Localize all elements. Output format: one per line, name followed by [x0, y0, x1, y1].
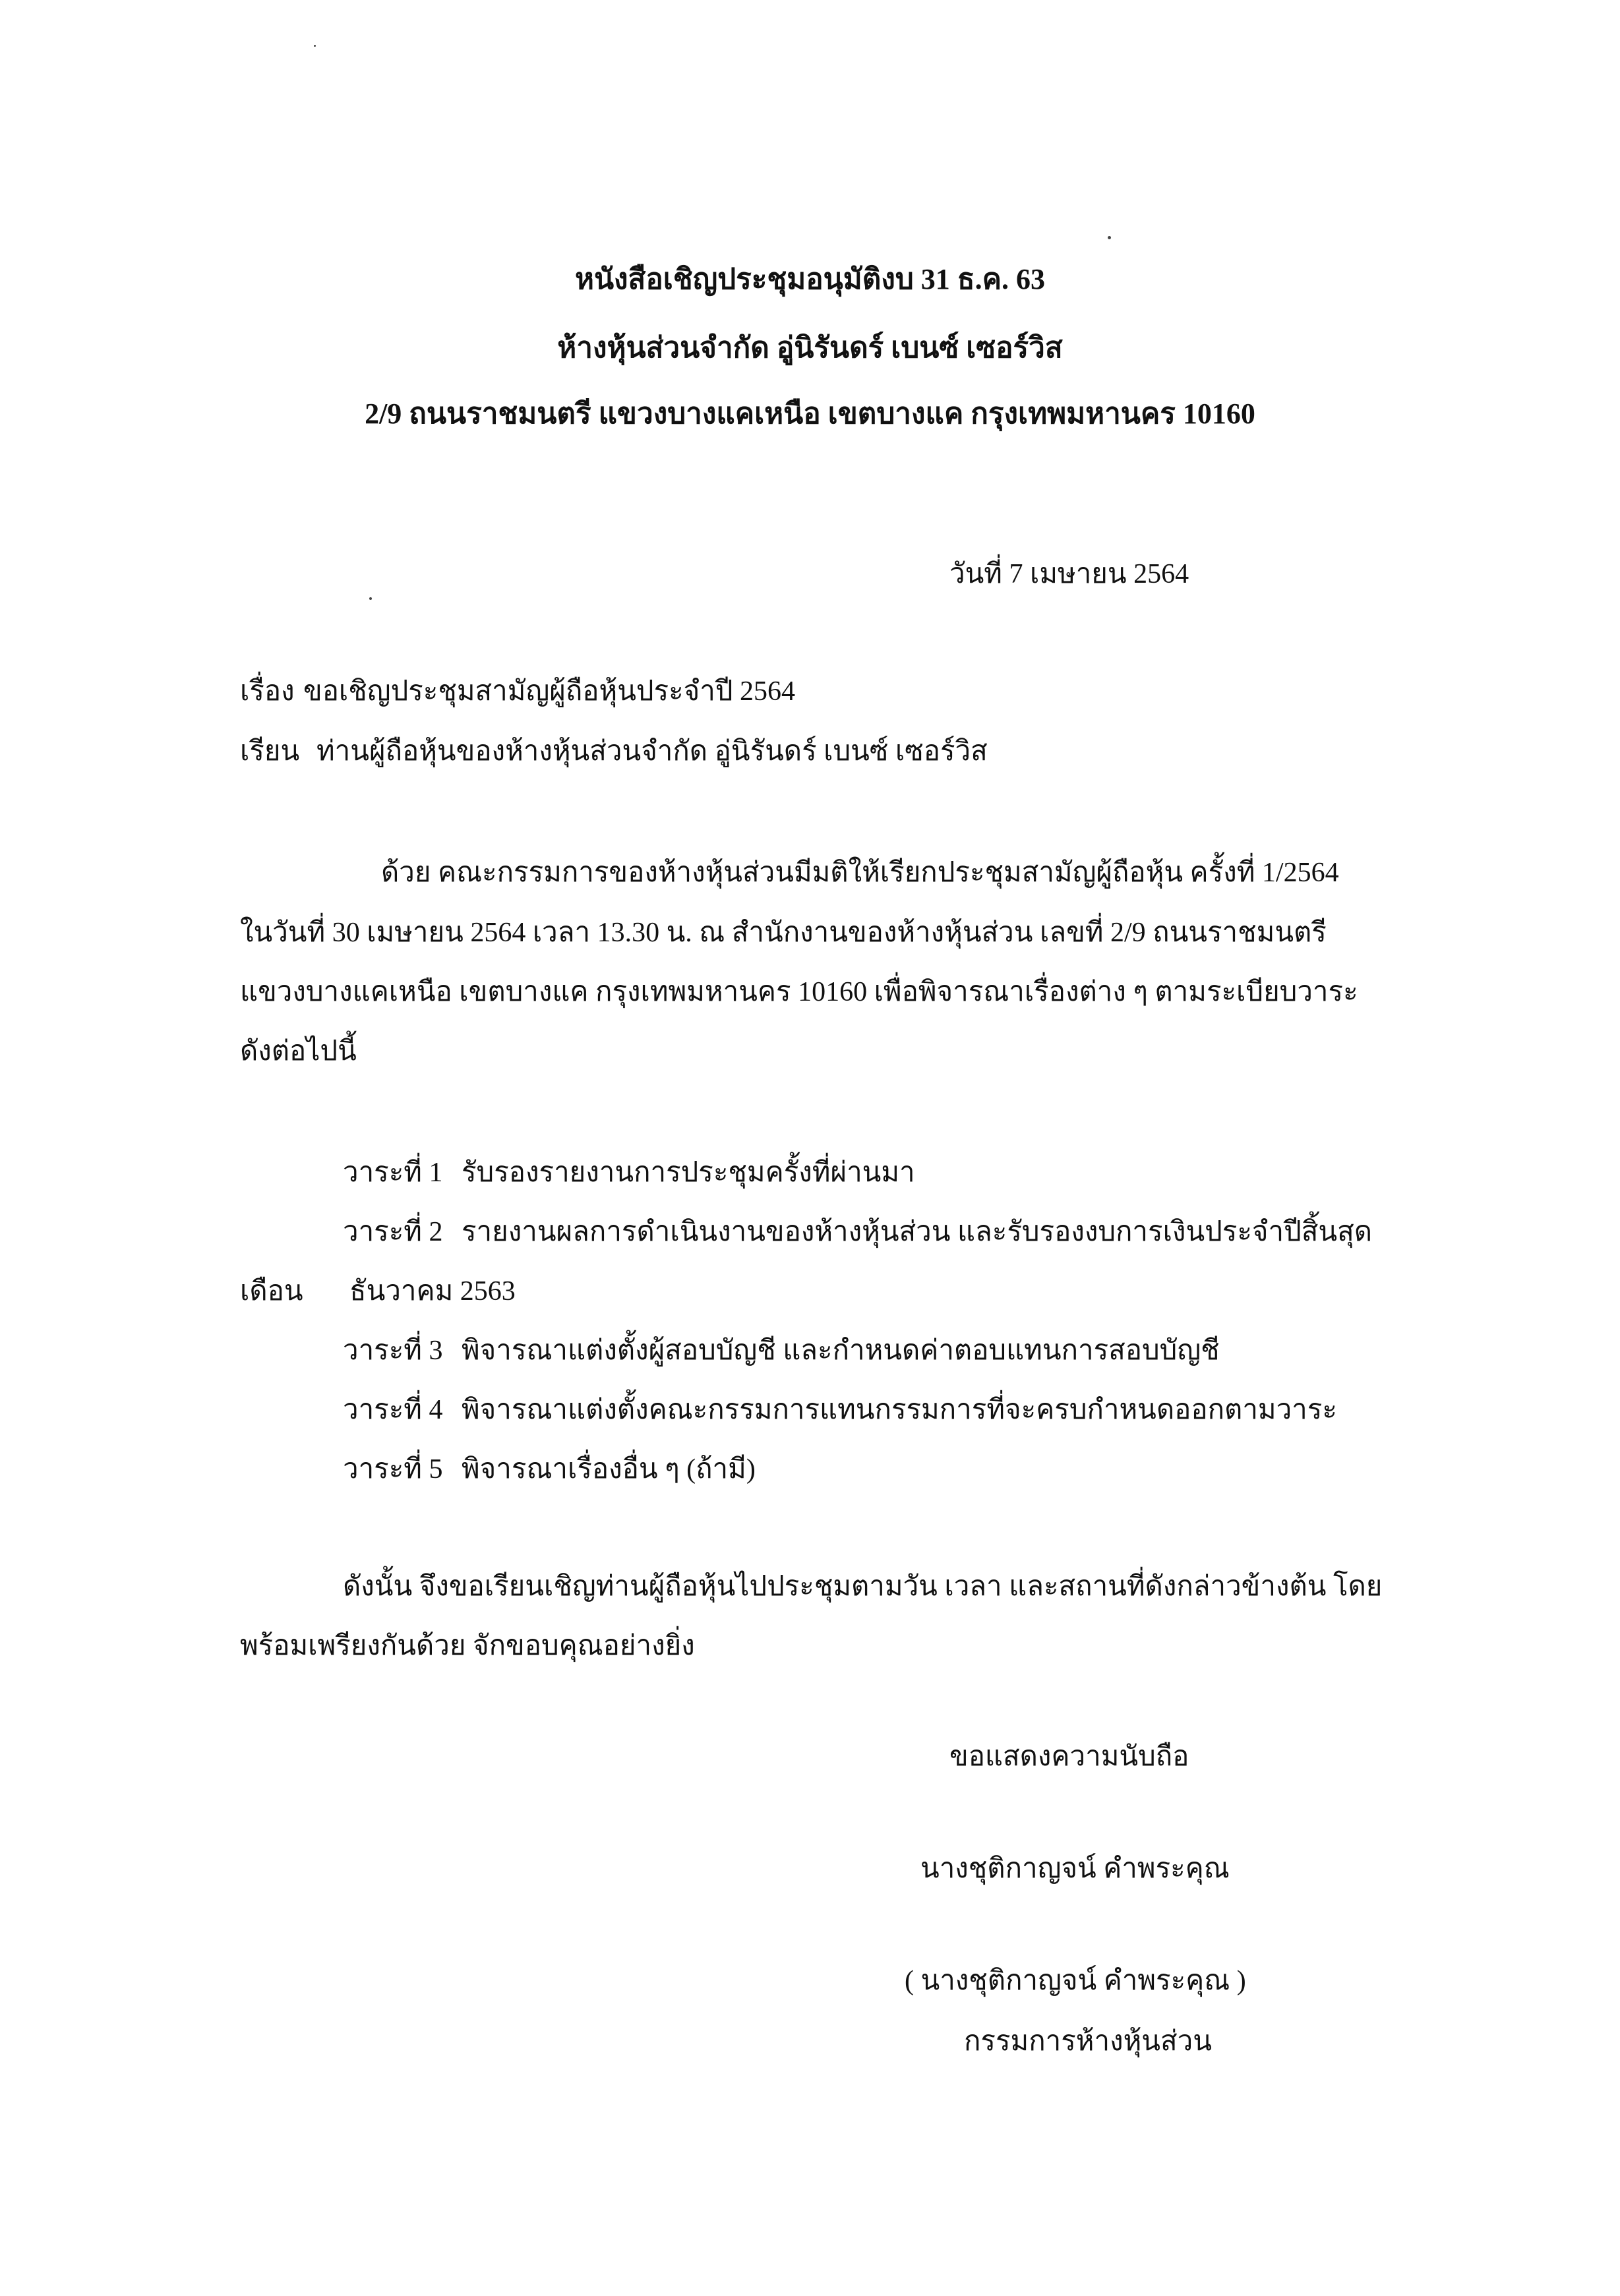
letter-title: หนังสือเชิญประชุมอนุมัติงบ 31 ธ.ค. 63	[574, 263, 1046, 295]
agenda-label: วาระที่ 3	[343, 1336, 443, 1366]
agenda-label: วาระที่ 2	[343, 1217, 443, 1247]
letter-date: วันที่ 7 เมษายน 2564	[949, 559, 1189, 589]
recipient-text: ท่านผู้ถือหุ้นของห้างหุ้นส่วนจำกัด อู่นิรันดร์ เบนซ์ เซอร์วิส	[316, 736, 988, 767]
subject-text: ขอเชิญประชุมสามัญผู้ถือหุ้นประจำปี 2564	[303, 676, 796, 707]
company-address: 2/9 ถนนราชมนตรี แขวงบางแคเหนือ เขตบางแค กรุงเทพมหานคร 10160	[365, 397, 1255, 430]
body-line: แขวงบางแคเหนือ เขตบางแค กรุงเทพมหานคร 10160 เพื่อพิจารณาเรื่องต่าง ๆ ตามระเบียบวาระ	[240, 977, 1358, 1007]
agenda-text: พิจารณาเรื่องอื่น ๆ (ถ้ามี)	[462, 1454, 756, 1485]
signatory-name-parenthesized: ( นางชุติกาญจน์ คำพระคุณ )	[905, 1966, 1246, 1996]
body-line: ด้วย คณะกรรมการของห้างหุ้นส่วนมีมติให้เรียกประชุมสามัญผู้ถือหุ้น ครั้งที่ 1/2564	[381, 858, 1339, 888]
agenda-text: รับรองรายงานการประชุมครั้งที่ผ่านมา	[462, 1158, 915, 1188]
agenda-text: พิจารณาแต่งตั้งคณะกรรมการแทนกรรมการที่จะครบกำหนดออกตามวาระ	[462, 1395, 1337, 1425]
agenda-label: เดือน	[240, 1276, 303, 1307]
closing-line: ดังนั้น จึงขอเรียนเชิญท่านผู้ถือหุ้นไปประชุมตามวัน เวลา และสถานที่ดังกล่าวข้างต้น โดย	[343, 1572, 1383, 1602]
agenda-label: วาระที่ 1	[343, 1158, 443, 1188]
agenda-text: ธันวาคม 2563	[349, 1276, 516, 1307]
agenda-label: วาระที่ 4	[343, 1395, 443, 1425]
agenda-text: พิจารณาแต่งตั้งผู้สอบบัญชี และกำหนดค่าตอบแทนการสอบบัญชี	[462, 1336, 1220, 1366]
regards: ขอแสดงความนับถือ	[949, 1742, 1189, 1772]
agenda-label: วาระที่ 5	[343, 1454, 443, 1485]
signatory-name: นางชุติกาญจน์ คำพระคุณ	[920, 1854, 1230, 1884]
recipient-label: เรียน	[240, 736, 300, 767]
body-line: ดังต่อไปนี้	[240, 1036, 357, 1067]
subject-label: เรื่อง	[240, 676, 295, 707]
signatory-position: กรรมการห้างหุ้นส่วน	[964, 2026, 1212, 2057]
company-name: ห้างหุ้นส่วนจำกัด อู่นิรันดร์ เบนซ์ เซอร์วิส	[557, 332, 1063, 364]
scan-speck	[1108, 236, 1111, 239]
closing-line: พร้อมเพรียงกันด้วย จักขอบคุณอย่างยิ่ง	[240, 1631, 695, 1661]
body-line: ในวันที่ 30 เมษายน 2564 เวลา 13.30 น. ณ สำนักงานของห้างหุ้นส่วน เลขที่ 2/9 ถนนราชมนตรี	[240, 918, 1327, 948]
scan-speck	[369, 597, 372, 600]
scan-speck	[314, 45, 316, 47]
agenda-text: รายงานผลการดำเนินงานของห้างหุ้นส่วน และรับรองงบการเงินประจำปีสิ้นสุด	[462, 1217, 1373, 1247]
